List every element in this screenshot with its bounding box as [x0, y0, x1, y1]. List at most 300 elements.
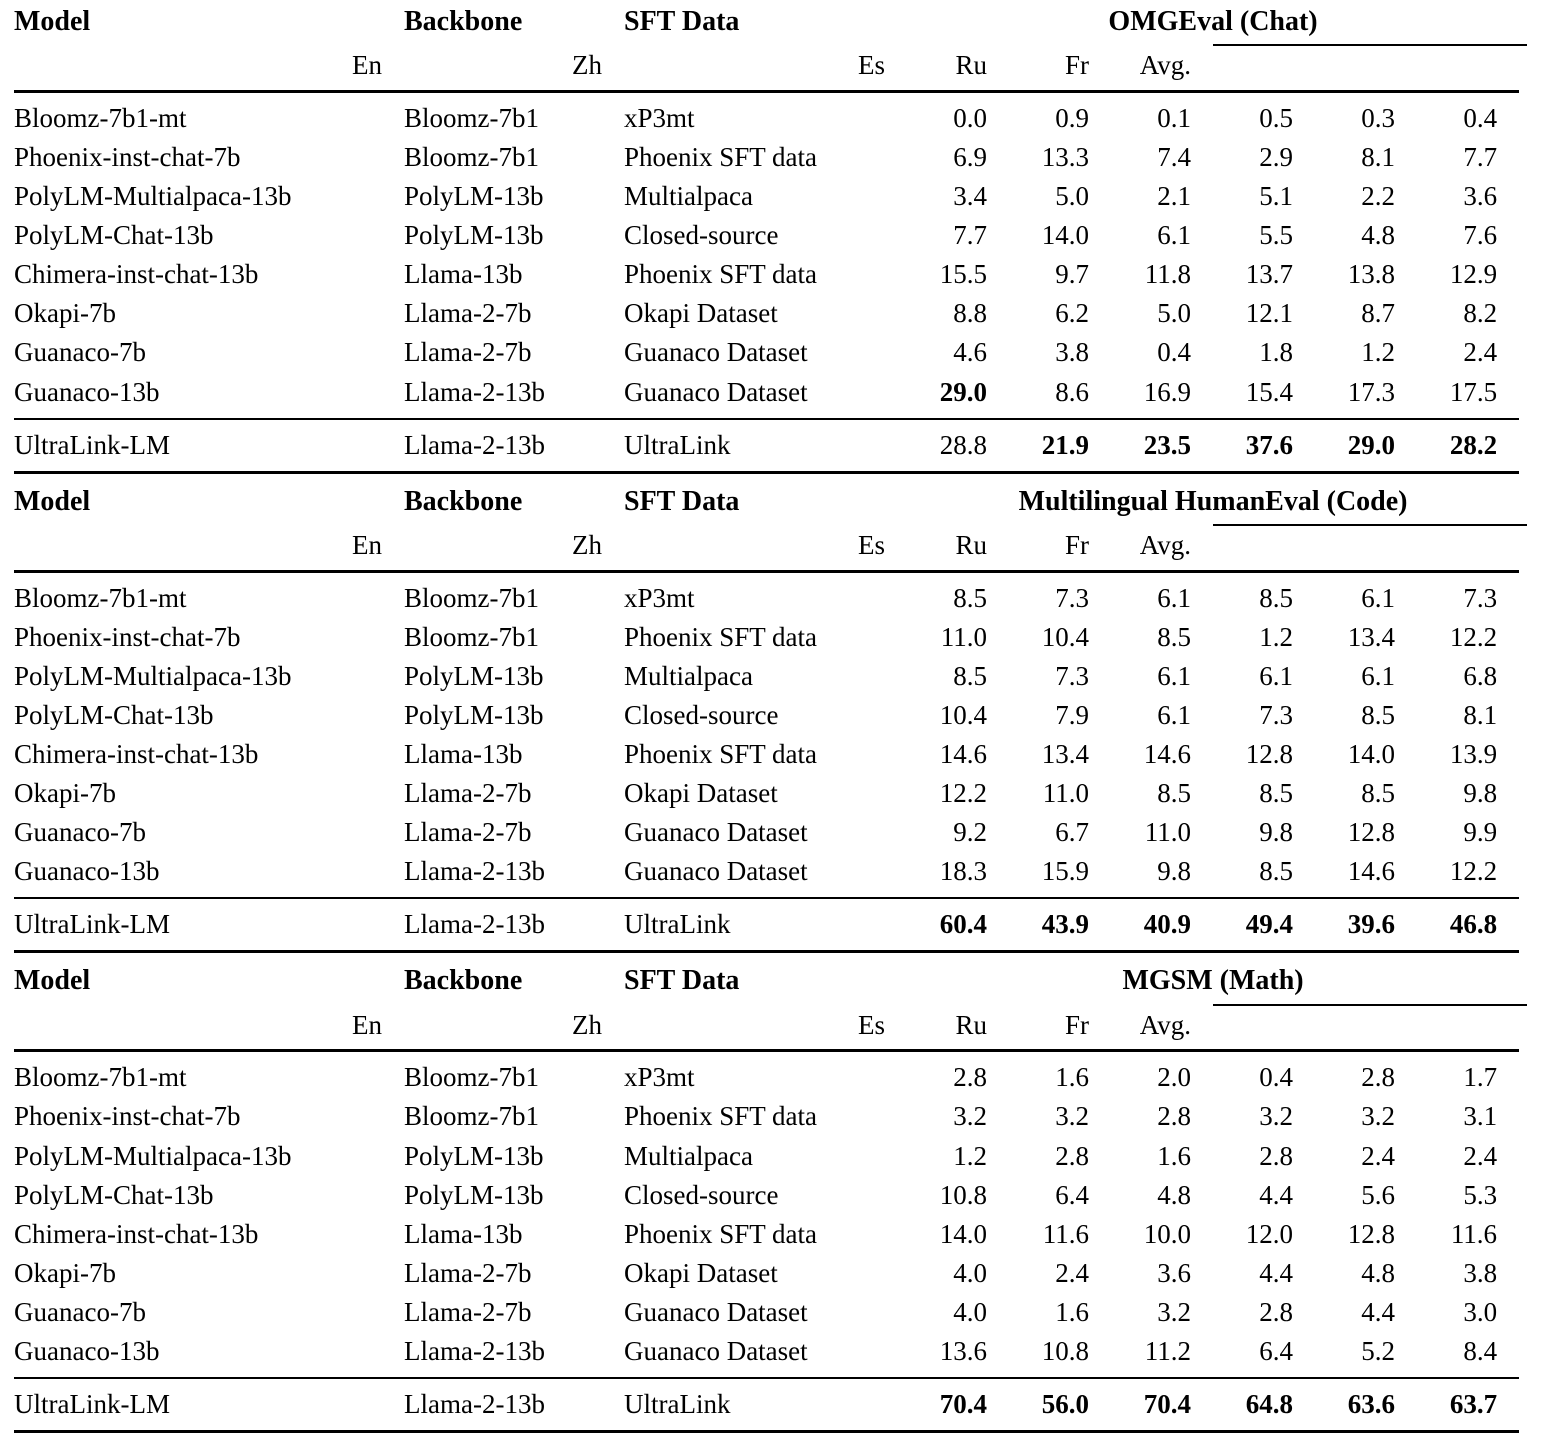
spacer-row — [14, 412, 1527, 419]
cell-score-ru: 3.2 — [1259, 1101, 1293, 1132]
table-row — [14, 333, 1527, 372]
cell-sft-data: Closed-source — [624, 699, 779, 730]
cell-score-en: 14.6 — [939, 739, 987, 769]
table-row — [14, 1254, 1527, 1293]
cell-score-avg: 2.4 — [1463, 337, 1498, 368]
cell-model: Guanaco-7b — [14, 817, 146, 848]
cell-backbone: Llama-13b — [404, 739, 523, 769]
cell-sft-data: Multialpaca — [624, 181, 753, 212]
cell-score-es: 6.1 — [1157, 699, 1191, 730]
cell-score-avg: 9.8 — [1463, 778, 1498, 809]
cell-score-es: 3.6 — [1157, 1257, 1191, 1288]
cell-sft-data: Phoenix SFT data — [624, 621, 818, 652]
table-row — [14, 579, 1527, 618]
cell-score-avg: 12.2 — [1449, 621, 1498, 652]
cell-score-avg: 3.1 — [1463, 1101, 1498, 1132]
cell-backbone: Llama-2-7b — [404, 817, 532, 848]
cell-score-fr: 1.2 — [1361, 337, 1395, 368]
cell-score-fr: 5.6 — [1361, 1179, 1395, 1210]
cell-sft-data: Closed-source — [624, 1179, 779, 1210]
cell-score-es: 70.4 — [1143, 1389, 1191, 1420]
cell-score-fr: 2.8 — [1361, 1062, 1395, 1093]
column-header-lang-es: Es — [858, 529, 885, 560]
cell-score-zh: 1.6 — [1055, 1062, 1089, 1093]
cell-score-avg: 8.2 — [1463, 298, 1498, 329]
cell-score-es: 11.2 — [1144, 1336, 1191, 1367]
cell-score-fr: 2.2 — [1361, 181, 1395, 212]
cell-score-en: 6.9 — [953, 141, 987, 172]
cell-score-avg: 0.4 — [1463, 102, 1498, 133]
column-header-lang-ru: Ru — [955, 50, 987, 81]
cell-model: UltraLink-LM — [14, 1389, 170, 1420]
cell-score-zh: 6.2 — [1055, 298, 1089, 329]
cell-backbone: Bloomz-7b1 — [404, 582, 539, 613]
column-header-lang-zh: Zh — [572, 529, 602, 560]
table-row — [14, 774, 1527, 813]
cell-backbone: Bloomz-7b1 — [404, 102, 539, 133]
column-header-lang-avg: Avg. — [1139, 1009, 1191, 1040]
cell-score-en: 18.3 — [939, 856, 987, 887]
cell-score-zh: 10.4 — [1041, 621, 1089, 652]
table-row — [14, 618, 1527, 657]
cell-score-es: 11.0 — [1144, 817, 1191, 848]
cell-score-es: 8.5 — [1157, 778, 1191, 809]
cell-score-fr: 8.5 — [1361, 778, 1395, 809]
cell-sft-data: Okapi Dataset — [624, 298, 778, 329]
cell-model: PolyLM-Chat-13b — [14, 220, 214, 251]
cell-score-ru: 1.2 — [1259, 621, 1293, 652]
cell-sft-data: UltraLink — [624, 909, 731, 940]
header-row-primary — [14, 0, 1527, 45]
column-header-lang-es: Es — [858, 1009, 885, 1040]
header-row-languages — [14, 46, 1527, 91]
cell-score-avg: 12.2 — [1449, 856, 1498, 887]
cell-score-avg: 3.6 — [1463, 181, 1498, 212]
cell-score-fr: 3.2 — [1361, 1101, 1395, 1132]
cell-score-fr: 63.6 — [1347, 1389, 1395, 1420]
cell-model: Guanaco-13b — [14, 376, 160, 407]
cell-sft-data: Okapi Dataset — [624, 778, 778, 809]
cell-score-zh: 1.6 — [1055, 1296, 1089, 1327]
cell-score-ru: 12.0 — [1245, 1218, 1293, 1249]
cell-model: Okapi-7b — [14, 298, 116, 329]
table-row — [14, 1332, 1527, 1371]
cell-score-en: 28.8 — [939, 429, 987, 460]
cell-score-fr: 39.6 — [1347, 909, 1395, 940]
cell-backbone: Llama-2-7b — [404, 298, 532, 329]
cell-model: PolyLM-Chat-13b — [14, 699, 214, 730]
cell-model: Chimera-inst-chat-13b — [14, 259, 259, 290]
cell-sft-data: Phoenix SFT data — [624, 1218, 818, 1249]
cell-score-zh: 21.9 — [1041, 429, 1089, 460]
cell-model: Okapi-7b — [14, 1257, 116, 1288]
table-row — [14, 1137, 1527, 1176]
cell-backbone: Llama-13b — [404, 259, 523, 290]
cell-score-es: 7.4 — [1157, 141, 1191, 172]
column-header-lang-ru: Ru — [955, 1009, 987, 1040]
cell-backbone: Llama-2-13b — [404, 1336, 545, 1367]
cell-sft-data: Multialpaca — [624, 660, 753, 691]
table-row — [14, 99, 1527, 138]
column-header-model: Model — [14, 965, 91, 997]
cell-backbone: Llama-2-7b — [404, 1296, 532, 1327]
cell-backbone: Llama-2-13b — [404, 429, 545, 460]
cell-score-fr: 4.8 — [1361, 1257, 1395, 1288]
cell-model: PolyLM-Multialpaca-13b — [14, 660, 292, 691]
cell-score-en: 60.4 — [939, 909, 987, 940]
column-header-model: Model — [14, 6, 91, 37]
cell-sft-data: Guanaco Dataset — [624, 1296, 808, 1327]
table-row — [14, 813, 1527, 852]
cell-score-avg: 3.8 — [1463, 1257, 1498, 1288]
table-row — [14, 852, 1527, 891]
column-header-backbone: Backbone — [404, 485, 523, 517]
spacer-row — [14, 465, 1527, 473]
cell-score-ru: 64.8 — [1245, 1389, 1293, 1420]
column-header-sft-data: SFT Data — [624, 6, 740, 37]
cell-score-es: 0.1 — [1157, 102, 1191, 133]
table-row — [14, 657, 1527, 696]
cell-score-en: 14.0 — [939, 1218, 987, 1249]
cell-score-fr: 13.8 — [1347, 259, 1395, 290]
column-header-sft-data: SFT Data — [624, 485, 740, 517]
table-row — [14, 1293, 1527, 1332]
cell-score-ru: 1.8 — [1259, 337, 1293, 368]
cell-model: Guanaco-7b — [14, 337, 146, 368]
cell-score-fr: 14.0 — [1347, 739, 1395, 769]
cell-model: Guanaco-7b — [14, 1296, 146, 1327]
cell-model: UltraLink-LM — [14, 909, 170, 940]
cell-model: Guanaco-13b — [14, 1336, 160, 1367]
cell-score-es: 8.5 — [1157, 621, 1191, 652]
benchmark-group-header: MGSM (Math) — [1122, 965, 1304, 997]
cell-backbone: Llama-2-13b — [404, 856, 545, 887]
cell-score-es: 4.8 — [1157, 1179, 1191, 1210]
spacer-row — [14, 1424, 1527, 1432]
benchmark-results-table — [14, 0, 1527, 1433]
cell-score-avg: 6.8 — [1463, 660, 1498, 691]
cell-score-en: 8.5 — [953, 582, 987, 613]
cell-score-es: 40.9 — [1143, 909, 1191, 940]
cell-sft-data: Closed-source — [624, 220, 779, 251]
cell-model: Chimera-inst-chat-13b — [14, 739, 259, 769]
cell-score-en: 3.2 — [953, 1101, 987, 1132]
header-row-primary — [14, 480, 1527, 525]
cell-score-zh: 7.3 — [1055, 582, 1089, 613]
table-row — [14, 373, 1527, 412]
cell-score-avg: 17.5 — [1449, 376, 1498, 407]
cell-score-fr: 12.8 — [1347, 1218, 1395, 1249]
cell-score-es: 11.8 — [1144, 259, 1191, 290]
cell-score-zh: 10.8 — [1041, 1336, 1089, 1367]
cell-backbone: Llama-2-7b — [404, 778, 532, 809]
cell-score-fr: 12.8 — [1347, 817, 1395, 848]
cell-score-fr: 6.1 — [1361, 582, 1395, 613]
table-row — [14, 216, 1527, 255]
cell-model: PolyLM-Chat-13b — [14, 1179, 214, 1210]
cell-sft-data: Okapi Dataset — [624, 1257, 778, 1288]
cell-score-en: 3.4 — [953, 181, 987, 212]
cell-score-ru: 9.8 — [1259, 817, 1293, 848]
cell-score-es: 6.1 — [1157, 582, 1191, 613]
cell-score-fr: 4.4 — [1361, 1296, 1395, 1327]
cell-model: UltraLink-LM — [14, 429, 170, 460]
cell-score-zh: 0.9 — [1055, 102, 1089, 133]
cell-score-fr: 8.7 — [1361, 298, 1395, 329]
cell-model: Bloomz-7b1-mt — [14, 1062, 187, 1093]
cell-score-en: 11.0 — [940, 621, 987, 652]
table-row — [14, 1058, 1527, 1097]
cell-score-zh: 6.4 — [1055, 1179, 1089, 1210]
cell-sft-data: Guanaco Dataset — [624, 1336, 808, 1367]
cell-sft-data: UltraLink — [624, 1389, 731, 1420]
cell-score-en: 2.8 — [953, 1062, 987, 1093]
cell-score-avg: 13.9 — [1449, 739, 1498, 769]
cell-score-zh: 13.4 — [1041, 739, 1089, 769]
cell-score-avg: 5.3 — [1463, 1179, 1498, 1210]
cell-backbone: Bloomz-7b1 — [404, 621, 539, 652]
cell-score-zh: 6.7 — [1055, 817, 1089, 848]
cell-backbone: Llama-2-7b — [404, 337, 532, 368]
benchmark-group-header: Multilingual HumanEval (Code) — [1018, 485, 1408, 517]
cell-score-zh: 8.6 — [1055, 376, 1089, 407]
cell-sft-data: Guanaco Dataset — [624, 337, 808, 368]
cell-score-es: 2.8 — [1157, 1101, 1191, 1132]
cell-score-es: 5.0 — [1157, 298, 1191, 329]
cell-score-en: 29.0 — [939, 376, 987, 407]
column-header-sft-data: SFT Data — [624, 965, 740, 997]
cell-model: Guanaco-13b — [14, 856, 160, 887]
cell-score-en: 1.2 — [953, 1140, 987, 1171]
cell-model: PolyLM-Multialpaca-13b — [14, 1140, 292, 1171]
cell-sft-data: xP3mt — [624, 582, 695, 613]
cell-score-zh: 3.8 — [1055, 337, 1089, 368]
cell-score-zh: 7.9 — [1055, 699, 1089, 730]
cell-score-ru: 4.4 — [1259, 1257, 1293, 1288]
cell-score-fr: 29.0 — [1347, 429, 1395, 460]
table-row-highlight — [14, 426, 1527, 465]
cell-score-zh: 7.3 — [1055, 660, 1089, 691]
cell-score-ru: 6.4 — [1259, 1336, 1293, 1367]
cell-score-ru: 6.1 — [1259, 660, 1293, 691]
cell-score-ru: 4.4 — [1259, 1179, 1293, 1210]
cell-backbone: Llama-2-13b — [404, 909, 545, 940]
cell-score-avg: 28.2 — [1449, 429, 1498, 460]
table-row — [14, 138, 1527, 177]
cell-score-ru: 8.5 — [1259, 582, 1293, 613]
cell-backbone: PolyLM-13b — [404, 699, 544, 730]
cell-score-zh: 2.8 — [1055, 1140, 1089, 1171]
cell-score-en: 4.0 — [953, 1296, 987, 1327]
cell-score-en: 15.5 — [939, 259, 987, 290]
cell-score-ru: 5.1 — [1259, 181, 1293, 212]
cell-backbone: PolyLM-13b — [404, 1179, 544, 1210]
cell-backbone: PolyLM-13b — [404, 1140, 544, 1171]
cell-score-ru: 0.5 — [1259, 102, 1293, 133]
spacer-row — [14, 1371, 1527, 1378]
cell-backbone: Bloomz-7b1 — [404, 1062, 539, 1093]
cell-score-fr: 13.4 — [1347, 621, 1395, 652]
cell-score-zh: 43.9 — [1041, 909, 1089, 940]
column-header-lang-fr: Fr — [1064, 1009, 1089, 1040]
column-header-lang-fr: Fr — [1064, 50, 1089, 81]
cell-sft-data: Phoenix SFT data — [624, 1101, 818, 1132]
cell-sft-data: xP3mt — [624, 1062, 695, 1093]
column-header-backbone: Backbone — [404, 965, 523, 997]
cell-score-fr: 8.5 — [1361, 699, 1395, 730]
spacer-row — [14, 944, 1527, 952]
cell-score-ru: 12.1 — [1245, 298, 1293, 329]
cell-backbone: Llama-2-7b — [404, 1257, 532, 1288]
cell-score-avg: 9.9 — [1463, 817, 1498, 848]
cell-score-es: 1.6 — [1157, 1140, 1191, 1171]
cell-score-avg: 46.8 — [1449, 909, 1498, 940]
cell-score-es: 14.6 — [1143, 739, 1191, 769]
cell-score-ru: 8.5 — [1259, 778, 1293, 809]
cell-score-en: 0.0 — [953, 102, 987, 133]
cell-sft-data: Phoenix SFT data — [624, 259, 818, 290]
table-row — [14, 1215, 1527, 1254]
cell-backbone: PolyLM-13b — [404, 181, 544, 212]
cell-score-fr: 17.3 — [1347, 376, 1395, 407]
cell-score-es: 2.1 — [1157, 181, 1191, 212]
cell-score-ru: 8.5 — [1259, 856, 1293, 887]
cell-score-ru: 2.8 — [1259, 1296, 1293, 1327]
cell-score-fr: 5.2 — [1361, 1336, 1395, 1367]
cell-score-es: 3.2 — [1157, 1296, 1191, 1327]
cell-model: Bloomz-7b1-mt — [14, 102, 187, 133]
cell-model: PolyLM-Multialpaca-13b — [14, 181, 292, 212]
cell-score-zh: 13.3 — [1041, 141, 1089, 172]
cell-score-zh: 9.7 — [1055, 259, 1089, 290]
cell-model: Chimera-inst-chat-13b — [14, 1218, 259, 1249]
cell-score-es: 16.9 — [1143, 376, 1191, 407]
spacer-row — [14, 891, 1527, 898]
cell-score-en: 10.4 — [939, 699, 987, 730]
cell-score-fr: 6.1 — [1361, 660, 1395, 691]
cell-score-ru: 13.7 — [1245, 259, 1293, 290]
cell-score-es: 0.4 — [1157, 337, 1191, 368]
cell-backbone: Bloomz-7b1 — [404, 141, 539, 172]
cell-sft-data: Guanaco Dataset — [624, 856, 808, 887]
table-row — [14, 735, 1527, 774]
table-row — [14, 177, 1527, 216]
cell-sft-data: xP3mt — [624, 102, 695, 133]
cell-score-zh: 2.4 — [1055, 1257, 1089, 1288]
column-header-lang-es: Es — [858, 50, 885, 81]
cell-sft-data: UltraLink — [624, 429, 731, 460]
cell-score-es: 23.5 — [1143, 429, 1191, 460]
cell-model: Phoenix-inst-chat-7b — [14, 1101, 241, 1132]
cell-backbone: Bloomz-7b1 — [404, 1101, 539, 1132]
cell-model: Okapi-7b — [14, 778, 116, 809]
cell-score-avg: 3.0 — [1463, 1296, 1498, 1327]
column-header-lang-en: En — [352, 1009, 382, 1040]
cell-score-fr: 2.4 — [1361, 1140, 1395, 1171]
cell-model: Bloomz-7b1-mt — [14, 582, 187, 613]
cell-sft-data: Guanaco Dataset — [624, 817, 808, 848]
cell-sft-data: Phoenix SFT data — [624, 141, 818, 172]
cell-score-en: 13.6 — [939, 1336, 987, 1367]
cell-score-ru: 12.8 — [1245, 739, 1293, 769]
cell-score-en: 7.7 — [953, 220, 987, 251]
table-body — [14, 0, 1527, 1433]
cell-backbone: PolyLM-13b — [404, 660, 544, 691]
cell-score-ru: 49.4 — [1245, 909, 1293, 940]
cell-score-en: 10.8 — [939, 1179, 987, 1210]
cell-backbone: Llama-2-13b — [404, 1389, 545, 1420]
cell-score-en: 9.2 — [953, 817, 987, 848]
table-row — [14, 1176, 1527, 1215]
cell-score-avg: 8.4 — [1463, 1336, 1498, 1367]
cell-score-en: 4.6 — [953, 337, 987, 368]
cell-score-fr: 0.3 — [1361, 102, 1395, 133]
benchmark-group-header: OMGEval (Chat) — [1108, 6, 1318, 37]
header-row-primary — [14, 959, 1527, 1004]
cell-score-avg: 12.9 — [1449, 259, 1498, 290]
table-row — [14, 696, 1527, 735]
cell-model: Phoenix-inst-chat-7b — [14, 621, 241, 652]
table-row — [14, 294, 1527, 333]
cell-score-es: 9.8 — [1157, 856, 1191, 887]
column-header-lang-avg: Avg. — [1139, 529, 1191, 560]
cell-score-es: 6.1 — [1157, 220, 1191, 251]
cell-backbone: Llama-13b — [404, 1218, 523, 1249]
cell-score-avg: 7.3 — [1463, 582, 1498, 613]
cell-score-en: 70.4 — [939, 1389, 987, 1420]
cell-score-zh: 14.0 — [1041, 220, 1089, 251]
cell-backbone: PolyLM-13b — [404, 220, 544, 251]
cell-score-avg: 2.4 — [1463, 1140, 1498, 1171]
column-header-lang-zh: Zh — [572, 1009, 602, 1040]
cell-score-avg: 63.7 — [1449, 1389, 1498, 1420]
cell-sft-data: Phoenix SFT data — [624, 739, 818, 769]
cell-score-en: 8.8 — [953, 298, 987, 329]
cell-score-avg: 8.1 — [1463, 699, 1498, 730]
column-header-lang-avg: Avg. — [1139, 50, 1191, 81]
cell-score-en: 12.2 — [939, 778, 987, 809]
cell-score-es: 2.0 — [1157, 1062, 1191, 1093]
column-header-lang-en: En — [352, 529, 382, 560]
header-row-languages — [14, 1006, 1527, 1051]
cell-score-avg: 1.7 — [1463, 1062, 1498, 1093]
cell-score-avg: 11.6 — [1450, 1218, 1498, 1249]
cell-score-zh: 11.0 — [1042, 778, 1089, 809]
column-header-lang-ru: Ru — [955, 529, 987, 560]
cell-score-ru: 2.8 — [1259, 1140, 1293, 1171]
table-row — [14, 255, 1527, 294]
column-header-lang-zh: Zh — [572, 50, 602, 81]
cell-score-zh: 56.0 — [1041, 1389, 1089, 1420]
cell-score-en: 4.0 — [953, 1257, 987, 1288]
cell-score-ru: 0.4 — [1259, 1062, 1293, 1093]
column-header-model: Model — [14, 485, 91, 517]
cell-score-avg: 7.7 — [1463, 141, 1498, 172]
cell-backbone: Llama-2-13b — [404, 376, 545, 407]
cell-score-fr: 8.1 — [1361, 141, 1395, 172]
column-header-lang-fr: Fr — [1064, 529, 1089, 560]
cell-sft-data: Guanaco Dataset — [624, 376, 808, 407]
header-row-languages — [14, 526, 1527, 571]
column-header-backbone: Backbone — [404, 6, 523, 37]
cell-score-es: 6.1 — [1157, 660, 1191, 691]
cell-score-zh: 15.9 — [1041, 856, 1089, 887]
cell-score-ru: 5.5 — [1259, 220, 1293, 251]
cell-score-ru: 7.3 — [1259, 699, 1293, 730]
cell-score-zh: 11.6 — [1042, 1218, 1089, 1249]
table-row-highlight — [14, 1385, 1527, 1424]
cell-score-avg: 7.6 — [1463, 220, 1498, 251]
